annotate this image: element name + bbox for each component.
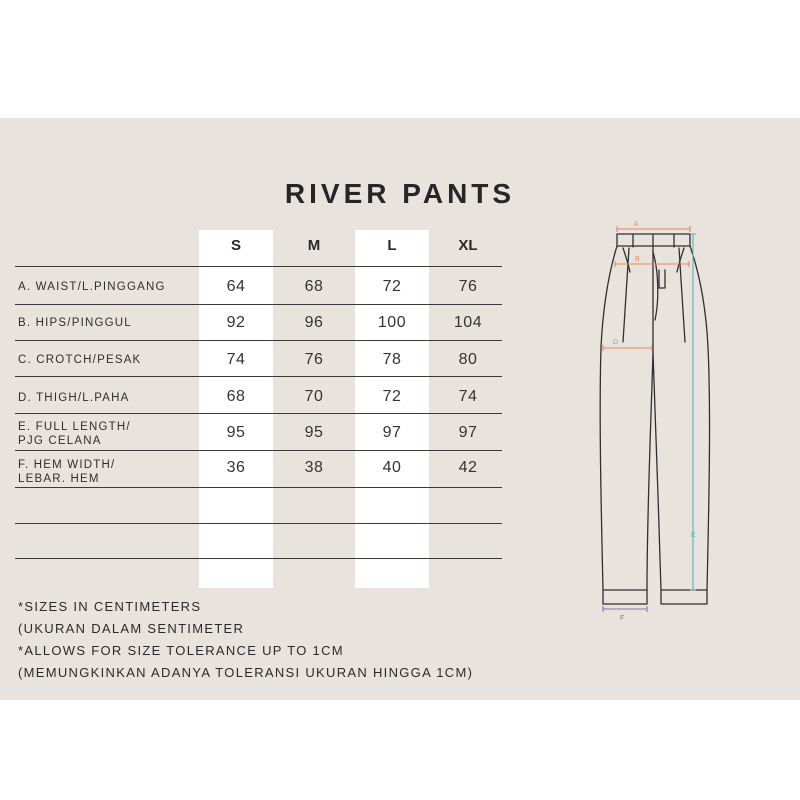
table-cell: 100 <box>377 314 407 331</box>
table-cell: 92 <box>226 314 246 331</box>
marker-f-label: F <box>620 615 625 622</box>
row-label-crotch: C. CROTCH/PESAK <box>18 354 142 366</box>
table-rule <box>15 523 502 524</box>
note-sizes: *SIZES IN CENTIMETERS <box>18 599 202 614</box>
table-cell: 68 <box>226 388 246 405</box>
table-cell: 74 <box>226 351 246 368</box>
table-cell: 76 <box>458 278 478 295</box>
size-header-l: L <box>387 237 397 254</box>
size-header-s: S <box>230 237 241 254</box>
marker-e-label: E <box>691 532 696 539</box>
table-cell: 64 <box>226 278 246 295</box>
table-cell: 74 <box>458 388 478 405</box>
table-cell: 96 <box>304 314 324 331</box>
table-cell: 104 <box>453 314 483 331</box>
table-cell: 38 <box>304 459 324 476</box>
pants-diagram <box>583 212 733 627</box>
table-cell: 70 <box>304 388 324 405</box>
table-cell: 78 <box>382 351 402 368</box>
size-header-m: M <box>307 237 321 254</box>
table-rule <box>15 487 502 488</box>
table-cell: 95 <box>226 424 246 441</box>
table-rule <box>15 266 502 267</box>
table-cell: 76 <box>304 351 324 368</box>
table-cell: 40 <box>382 459 402 476</box>
table-rule <box>15 450 502 451</box>
table-cell: 42 <box>458 459 478 476</box>
row-label-hips: B. HIPS/PINGGUL <box>18 317 132 329</box>
row-label-waist: A. WAIST/L.PINGGANG <box>18 281 166 293</box>
note-tolerance-id: (MEMUNGKINKAN ADANYA TOLERANSI UKURAN HINGGA 1CM) <box>18 665 474 680</box>
row-label-hem-width: F. HEM WIDTH/ LEBAR. HEM <box>18 459 116 485</box>
row-label-thigh: D. THIGH/L.PAHA <box>18 392 130 404</box>
table-cell: 68 <box>304 278 324 295</box>
note-tolerance: *ALLOWS FOR SIZE TOLERANCE UP TO 1CM <box>18 643 344 658</box>
table-cell: 80 <box>458 351 478 368</box>
table-cell: 95 <box>304 424 324 441</box>
table-rule <box>15 340 502 341</box>
table-cell: 72 <box>382 388 402 405</box>
marker-b-label: B <box>635 256 640 263</box>
table-rule <box>15 304 502 305</box>
size-header-xl: XL <box>458 237 478 254</box>
table-rule <box>15 413 502 414</box>
table-cell: 36 <box>226 459 246 476</box>
table-rule <box>15 558 502 559</box>
table-rule <box>15 376 502 377</box>
table-cell: 97 <box>382 424 402 441</box>
row-label-full-length: E. FULL LENGTH/ PJG CELANA <box>18 421 131 447</box>
marker-a-label: A <box>634 221 639 228</box>
marker-d-label: D <box>613 339 619 346</box>
table-cell: 72 <box>382 278 402 295</box>
table-cell: 97 <box>458 424 478 441</box>
page-title: RIVER PANTS <box>284 178 516 209</box>
note-sizes-id: (UKURAN DALAM SENTIMETER <box>18 621 245 636</box>
